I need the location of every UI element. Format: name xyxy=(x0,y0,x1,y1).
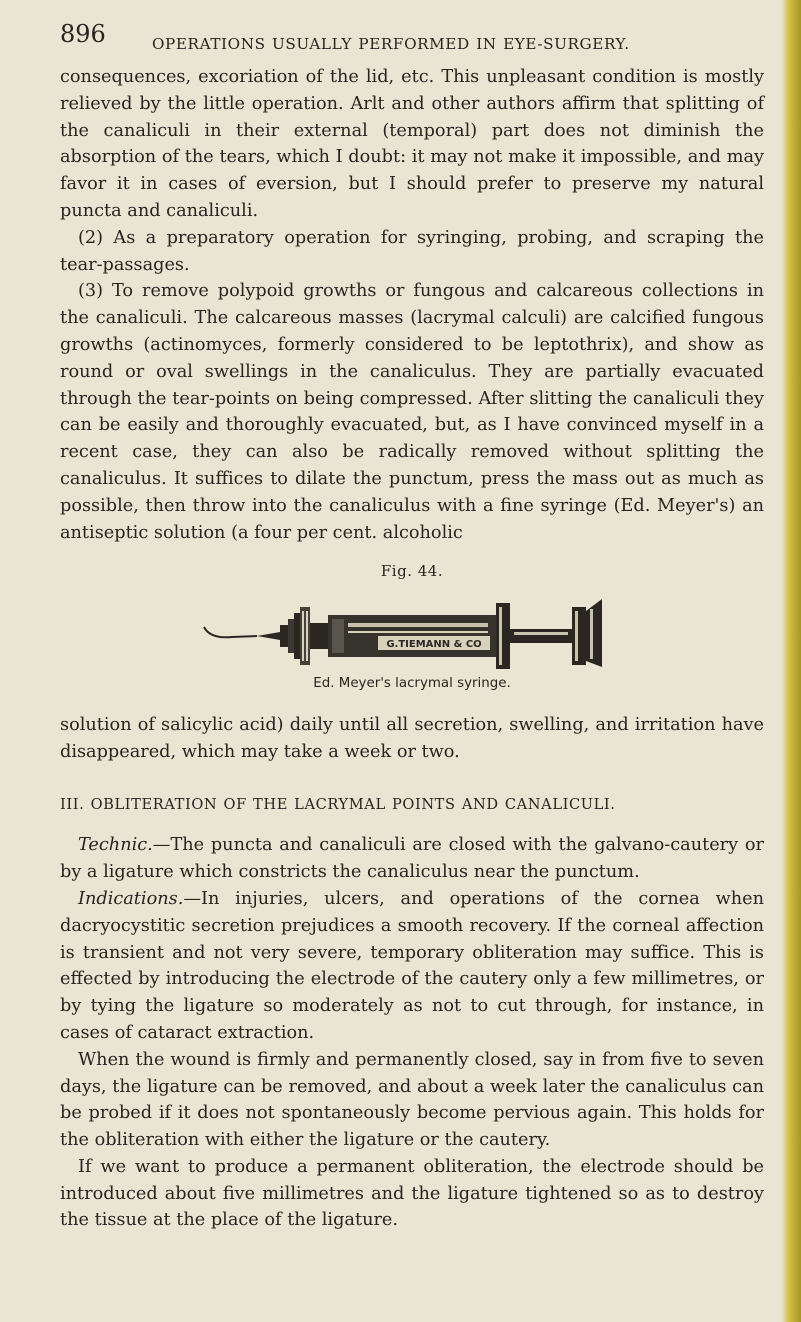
paragraph: consequences, excoriation of the lid, etc. This unpleasant condition is mostly relieved by the little operation. Arlt and other authors affirm that splitting of the canaliculi in their external (temporal) part does not diminish the absorption of the tears, which I doubt: it may not make it impossible, and may favor it in cases of eversion, but I should prefer to preserve my natural puncta and canaliculi. xyxy=(60,67,764,221)
paragraph: (3) To remove polypoid growths or fungous and calcareous collections in the canaliculi. The calcareous masses (lacrymal calculi) are calcified fungous growths (actinomyces, formerly considered to be leptothrix), and show as round or oval swellings in the canaliculus. They are partially evacuated through the tear-points on being compressed. After slitting the canaliculi they can be easily and thoroughly evacuated, but, as I have convinced myself in a recent case, they can also be radically removed without splitting the canaliculus. It suffices to dilate the punctum, press the mass out as much as possible, then throw into the canaliculus with a fine syringe (Ed. Meyer's) an antiseptic solution (a four per cent. alcoholic xyxy=(60,281,764,543)
book-page xyxy=(60,18,764,1234)
indications-label: Indications. xyxy=(78,888,184,909)
figure-label: Fig. 44. xyxy=(380,562,444,581)
paragraph: When the wound is firmly and permanently closed, say in from five to seven days, the ligature can be removed, and about a week later the canaliculus can be probed if it does not spontaneously become pervious again. This holds for the obliteration with either the ligature or the cautery. xyxy=(60,1049,764,1151)
lacrymal-syringe-illustration xyxy=(202,589,622,669)
technic-label: Technic. xyxy=(78,835,153,856)
technic-text: —The puncta and canaliculi are closed with the galvano-cautery or by a ligature which constricts the canaliculus near the punctum. xyxy=(60,835,764,883)
page-number: 896 xyxy=(60,20,106,48)
paragraph: If we want to produce a permanent obliteration, the electrode should be introduced about five millimetres and the ligature tightened so as to destroy the tissue at the place of the ligature. xyxy=(60,1156,764,1231)
page-header xyxy=(60,18,764,64)
indications-paragraph xyxy=(60,886,764,1047)
page-edge-shadow xyxy=(781,0,801,1322)
running-head: OPERATIONS USUALLY PERFORMED IN EYE-SURGERY. xyxy=(152,35,630,53)
syringe-maker-stamp: G.TIEMANN & CO xyxy=(386,639,482,651)
technic-paragraph xyxy=(60,832,764,886)
section-heading: III. OBLITERATION OF THE LACRYMAL POINTS AND CANALICULI. xyxy=(60,795,616,813)
figure-caption: Ed. Meyer's lacrymal syringe. xyxy=(313,676,511,692)
paragraph: (2) As a preparatory operation for syringing, probing, and scraping the tear-passages. xyxy=(60,227,764,275)
indications-text: —In injuries, ulcers, and operations of the cornea when dacryocystitic secretion prejudices a smooth recovery. If the corneal affection is transient and not very severe, temporary obliteration may suffice. This is effected by introducing the electrode of the cautery only a few millimetres, or by tying the ligature so moderately as not to cut through, for instance, in cases of cataract extraction. xyxy=(60,888,764,1043)
body-text xyxy=(60,64,764,1234)
paragraph: solution of salicylic acid) daily until all secretion, swelling, and irritation have disappeared, which may take a week or two. xyxy=(60,714,764,762)
figure-44 xyxy=(60,558,764,698)
